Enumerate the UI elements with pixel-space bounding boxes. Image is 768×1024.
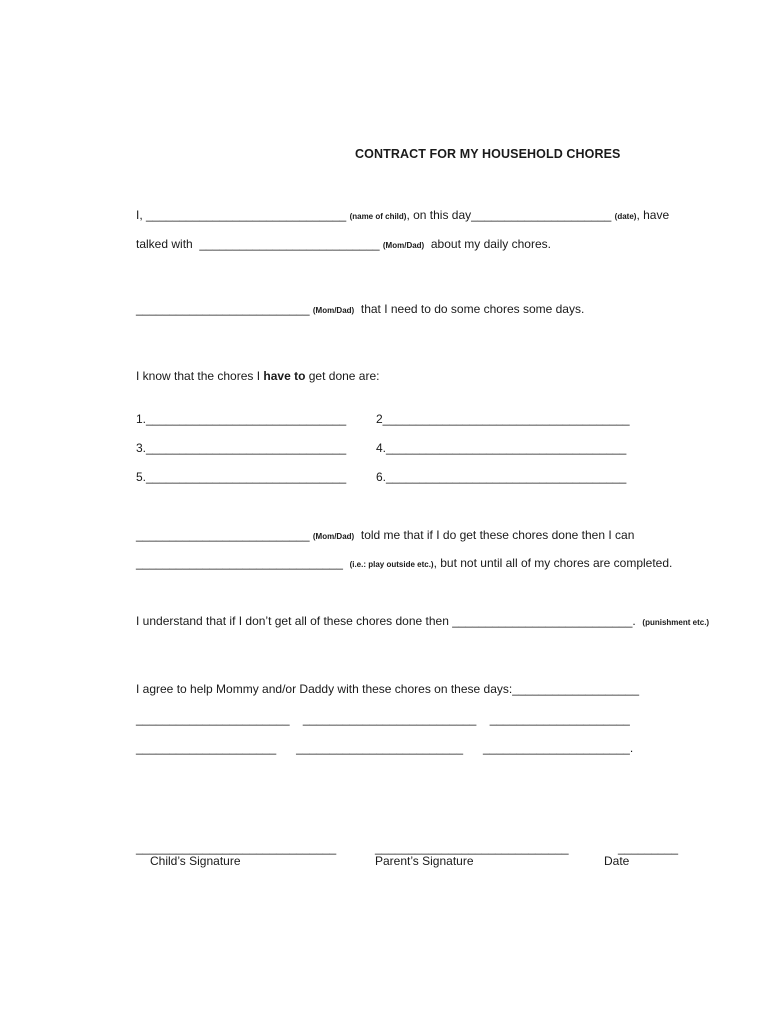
chores-intro-text-a: I know that the chores I: [136, 369, 264, 383]
date-signature-line: _________: [618, 841, 679, 855]
date-signature-label: Date: [604, 854, 630, 868]
chores-intro-text-b: get done are:: [305, 369, 380, 383]
intro-line-1-text-b: , on this day_____________________: [406, 208, 615, 222]
document-title: CONTRACT FOR MY HOUSEHOLD CHORES: [355, 147, 621, 161]
chores-intro-line: [136, 369, 379, 383]
mom-dad-label-3: (Mom/Dad): [312, 532, 355, 541]
date-label: (date): [614, 212, 637, 221]
chore-5-line: 5.______________________________: [136, 470, 347, 484]
play-outside-label: (i.e.: play outside etc.): [349, 560, 434, 569]
intro-line-2-text-a: talked with ___________________________: [136, 237, 383, 251]
consequence-line: [136, 614, 709, 630]
days-blank-row-2: _____________________ _________________________ ______________________.: [136, 741, 634, 755]
child-signature-line: ______________________________: [136, 841, 337, 855]
intro-line-2-text-b: about my daily chores.: [424, 237, 551, 251]
have-to-emphasis: have to: [263, 369, 306, 383]
intro-line-2: [136, 237, 551, 253]
agreement-line: [136, 302, 584, 318]
reward-line-1-text-b: told me that if I do get these chores done then I can: [354, 528, 635, 542]
consequence-line-text: I understand that if I don’t get all of these chores done then ___________________________.: [136, 614, 643, 628]
chore-4-line: 4.____________________________________: [376, 441, 627, 455]
reward-line-2-text-a: _______________________________: [136, 556, 350, 570]
agreement-line-text-a: __________________________: [136, 302, 313, 316]
reward-line-2-text-b: , but not until all of my chores are completed.: [433, 556, 673, 570]
chore-1-line: 1.______________________________: [136, 412, 347, 426]
name-of-child-label: (name of child): [349, 212, 407, 221]
parent-signature-label: Parent’s Signature: [375, 854, 474, 868]
help-days-line: I agree to help Mommy and/or Daddy with these chores on these days:___________________: [136, 682, 640, 696]
mom-dad-label-1: (Mom/Dad): [382, 241, 425, 250]
parent-signature-line: _____________________________: [375, 841, 569, 855]
chore-3-line: 3.______________________________: [136, 441, 347, 455]
days-blank-row-1: _______________________ __________________________ _____________________: [136, 712, 630, 726]
intro-line-1-text-a: I, ______________________________: [136, 208, 350, 222]
chore-2-line: 2_____________________________________: [376, 412, 630, 426]
intro-line-1-text-c: , have: [636, 208, 670, 222]
child-signature-label: Child’s Signature: [150, 854, 241, 868]
reward-line-1-text-a: __________________________: [136, 528, 313, 542]
reward-line-1: [136, 528, 634, 544]
punishment-label: (punishment etc.): [642, 618, 710, 627]
agreement-line-text-b: that I need to do some chores some days.: [354, 302, 585, 316]
reward-line-2: [136, 556, 672, 572]
intro-line-1: [136, 208, 669, 224]
chore-6-line: 6.____________________________________: [376, 470, 627, 484]
mom-dad-label-2: (Mom/Dad): [312, 306, 355, 315]
